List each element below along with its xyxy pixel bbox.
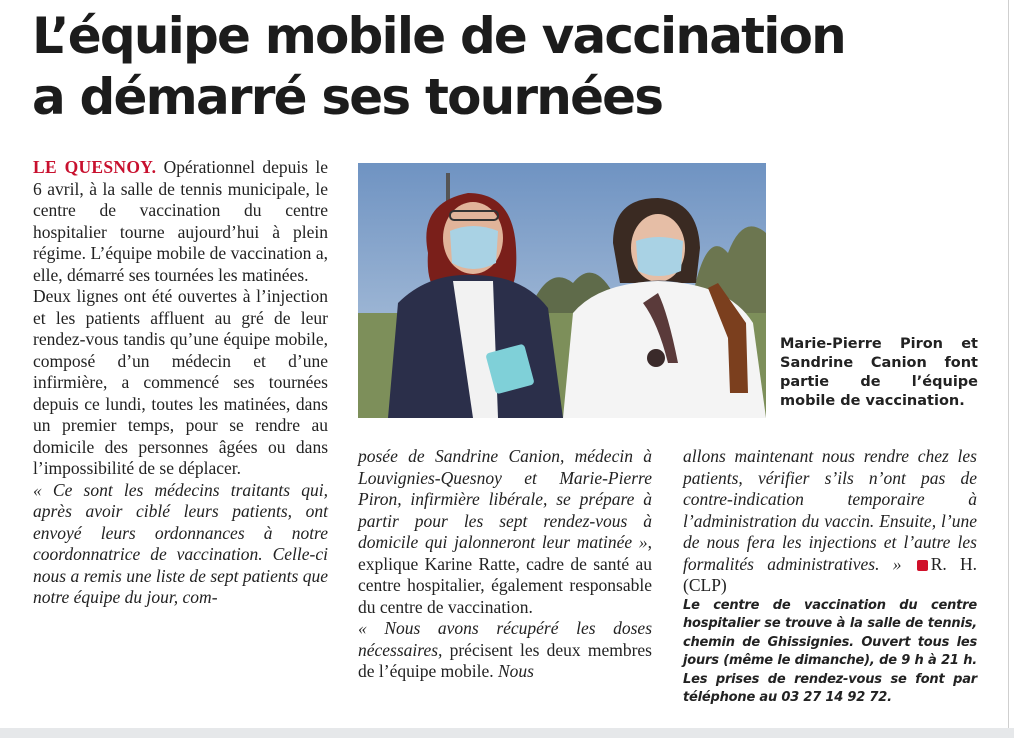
bottom-strip (0, 728, 1014, 738)
headline-line-1: L’équipe mobile de vaccination (32, 7, 845, 65)
article-column-2 (358, 446, 652, 683)
author-signature: R. H. (CLP) (683, 553, 978, 595)
intro-text: Opérationnel depuis le 6 avril, à la salle de tennis municipale, le centre de vaccination du centre hospitalier tourne aujourd’hui à plein régime. L’équipe mobile de vaccination a, elle, démarré ses tournées les matinées. (33, 157, 328, 285)
quote-doses: « Nous avons récupéré les doses nécessaires, (358, 618, 652, 660)
paragraph-intro (33, 157, 328, 286)
headline (32, 6, 992, 128)
dateline: LE QUESNOY. (33, 157, 157, 177)
info-box: Le centre de vaccination du centre hospitalier se trouve à la salle de tennis, chemin de Ghissignies. Ouvert tous les jours (même le dimanche), de 9 h à 21 h. Les prises de rendez-vous se font par téléphone au 03 27 14 92 72. (683, 597, 977, 705)
page-edge (1008, 0, 1009, 728)
quote-doses-tail: Nous (493, 661, 534, 681)
paragraph-quote-start: « Ce sont les médecins traitants qui, après avoir ciblé leurs patients, ont envoyé leurs ordonnances à notre coordonnatrice de vaccination. Celle-ci nous a remis une liste de sept patients que notre équipe du jour, com- (33, 479, 328, 607)
paragraph-quote-continued (358, 446, 652, 618)
article-photo (358, 163, 766, 418)
photo-illustration (358, 163, 766, 418)
headline-line-2: a démarré ses tournées (32, 68, 663, 126)
paragraph-final-quote (683, 446, 977, 597)
article-column-3 (683, 446, 977, 708)
paragraph-lines: Deux lignes ont été ouvertes à l’injection et les patients affluent au gré de leur rendez-vous tandis qu’une équipe mobile, composé d’un médecin et d’une infirmière, a commencé ses tournées depuis ce lundi, toutes les matinées, dans un premier temps, pour se rendre au domicile des personnes âgées ou dans l’impossibilité de se déplacer. (33, 286, 328, 478)
quote-attribution: , explique Karine Ratte, cadre de santé au centre hospitalier, également responsable du centre de vaccination. (358, 532, 652, 617)
quote-final: allons maintenant nous rendre chez les patients, vérifier s’ils n’ont pas de contre-indication temporaire à l’administration du vaccin. Ensuite, l’une de nous fera les injections et l’autre les formalités administratives. » (683, 446, 977, 574)
photo-caption-text: Marie-Pierre Piron et Sandrine Canion font partie de l’équipe mobile de vaccination. (780, 336, 978, 409)
quote-composition: posée de Sandrine Canion, médecin à Louvignies-Quesnoy et Marie-Pierre Piron, infirmière libérale, se prépare à partir pour les sept rendez-vous à domicile qui jalonneront leur matinée » (358, 446, 652, 552)
photo-caption (780, 335, 978, 411)
end-square-icon (917, 560, 928, 571)
article-column-1 (33, 157, 328, 609)
doses-attribution: précisent les deux membres de l’équipe mobile. (358, 639, 652, 681)
paragraph-doses (358, 618, 652, 683)
